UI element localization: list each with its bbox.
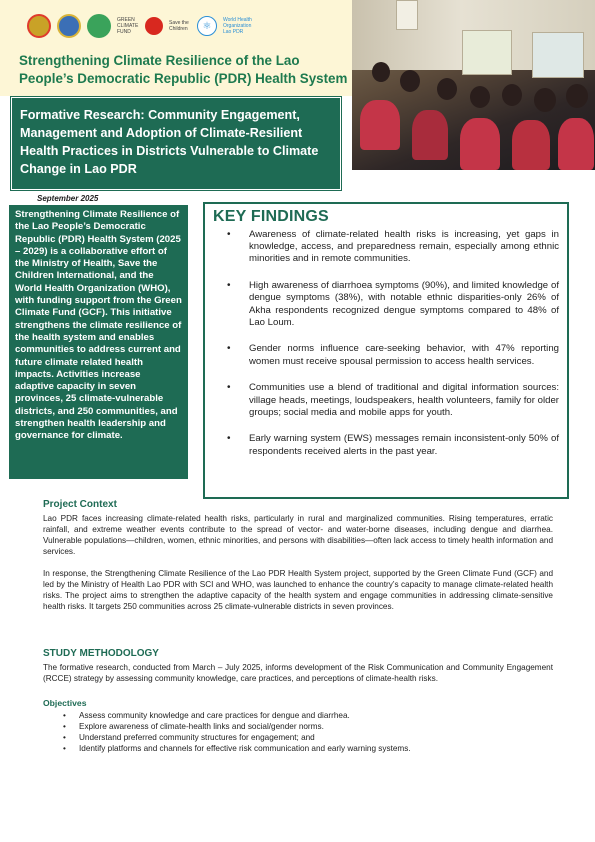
methodology-heading: STUDY METHODOLOGY	[43, 648, 159, 659]
objectives-list	[43, 710, 553, 754]
who-logo-text: World Health Organization Lao PDR	[223, 17, 252, 35]
project-context-section	[43, 499, 553, 612]
subtitle-box	[11, 97, 341, 190]
project-context-paragraph: Lao PDR faces increasing climate-related health risks, particularly in rural and marginalized communities. Rising temperatures, erratic rainfall, and extreme weather events contribute to the spread of vector- and water-borne diseases, including dengue and diarrhea. Vulnerable populations—children, women, ethnic minorities, and persons with disabilities—often lack access to timely health information and services.	[43, 514, 553, 556]
list-item: • High awareness of diarrhoea symptoms (90%), and limited knowledge of dengue symptoms (38%), with notable ethnic disparities-only 26% of Akha respondents recognized dengue symptoms compared to 48% of Lao Loum.	[213, 280, 559, 329]
methodology-paragraph: The formative research, conducted from March – July 2025, informs development of the Risk Communication and Community Engagement (RCCE) strategy by assessing community knowledge, care practices, and perceptions of climate-health risks.	[43, 663, 553, 683]
list-item: • Assess community knowledge and care practices for dengue and diarrhea.	[43, 710, 553, 721]
list-item: • Identify platforms and channels for effective risk communication and early warning systems.	[43, 743, 553, 754]
key-findings-title: KEY FINDINGS	[213, 208, 329, 225]
partner-logos	[27, 14, 257, 38]
project-context-paragraph: In response, the Strengthening Climate Resilience of the Lao PDR Health System project, supported by the Green Climate Fund (GCF) and led by the Ministry of Health Lao PDR with SCI and WHO, was launched to enhance the country’s capacity to manage climate-related health risks. The project aims to strengthen the adaptive capacity of the health system and engage communities in addressing climate-sensitive health risks. It targets 250 communities across 25 climate-vulnerable districts in seven provinces.	[43, 569, 553, 611]
publication-date: September 2025	[37, 194, 99, 203]
lao-health-emblem-icon	[57, 14, 81, 38]
list-item: • Explore awareness of climate-health links and social/gender norms.	[43, 721, 553, 732]
methodology-section	[43, 648, 553, 754]
key-findings-list	[213, 229, 559, 458]
project-summary-box	[9, 205, 188, 479]
project-summary-text: Strengthening Climate Resilience of the Lao People’s Democratic Republic (PDR) Health System (2025 – 2029) is a collaborative effort of the Ministry of Health, Save the Children International, and the World Health Organization (WHO), with funding support from the Green Climate Fund (GCF). This initiative strengthens the climate resilience of the health system and enables communities to address current and future climate related health impacts. Activities increase adaptive capacity in seven provinces, 25 climate-vulnerable districts, and 250 communities, and strengthen health leadership and governance for climate.	[15, 209, 182, 442]
gcf-logo-text: GREEN CLIMATE FUND	[117, 17, 139, 35]
list-item: • Awareness of climate-related health risks is increasing, yet gaps in knowledge, access, and preparedness remain, especially among ethnic minorities and in remote communities.	[213, 229, 559, 266]
cover-photo	[352, 0, 595, 170]
who-logo-icon: ⚛	[197, 16, 217, 36]
list-item: • Gender norms influence care-seeking behavior, with 47% reporting women must receive spousal permission to access health services.	[213, 343, 559, 367]
project-context-heading: Project Context	[43, 499, 117, 510]
list-item: • Early warning system (EWS) messages remain inconsistent-only 50% of respondents received alerts in the past year.	[213, 433, 559, 457]
key-findings-box	[203, 202, 569, 499]
save-the-children-logo-text: Save the Children	[169, 20, 189, 32]
list-item: • Communities use a blend of traditional and digital information sources: village heads, meetings, loudspeakers, health volunteers, family for older groups; social media and mobile apps for youth.	[213, 382, 559, 419]
objectives-heading: Objectives	[43, 698, 87, 708]
lao-ministry-emblem-icon	[27, 14, 51, 38]
document-subtitle: Formative Research: Community Engagement, Management and Adoption of Climate-Resilient Health Practices in Districts Vulnerable to Climate Change in Lao PDR	[20, 108, 319, 176]
gcf-logo-icon	[87, 14, 111, 38]
document-title: Strengthening Climate Resilience of the Lao People’s Democratic Republic (PDR) Health System	[19, 53, 348, 86]
list-item: • Understand preferred community structures for engagement; and	[43, 732, 553, 743]
save-the-children-logo-icon	[145, 17, 163, 35]
